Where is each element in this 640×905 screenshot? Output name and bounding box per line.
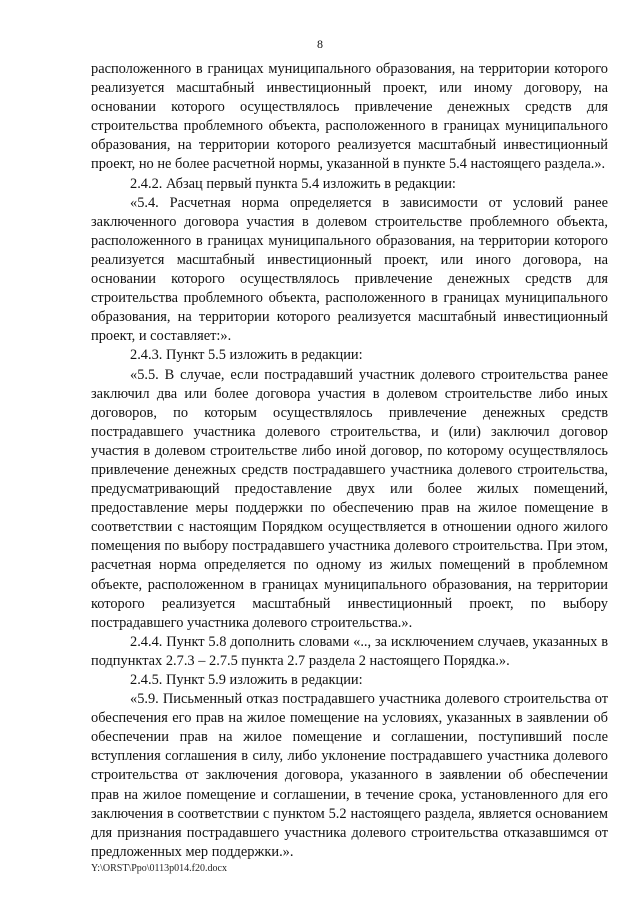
paragraph-2-4-3: 2.4.3. Пункт 5.5 изложить в редакции: bbox=[130, 347, 363, 364]
paragraph-2-4-4: 2.4.4. Пункт 5.8 дополнить словами «.., за исключением случаев, указанных в подпунктах 2.7.3 – 2.7.5 пункта 2.7 раздела 2 настоящего Порядка.». bbox=[91, 633, 608, 669]
paragraph-2-4-2: 2.4.2. Абзац первый пункта 5.4 изложить в редакции: bbox=[130, 175, 456, 192]
paragraph-clause-5-5: «5.5. В случае, если пострадавший участник долевого строительства ранее заключил два или более договора участия в долевом строительстве либо иных договоров, по которым осуществлялось привлечение денежных средств пострадавшего участника долевого строительства, и (или) заключил договор участия в долевом строительстве либо иной договор, по которому осуществлялось привлечение денежных средств пострадавшего участника долевого строительства, предусматривающий предоставление двух или более жилых помещений, предоставление меры поддержки по обеспечению прав на жилое помещение в соответствии с настоящим Порядком осуществляется в отношении одного жилого помещения по выбору пострадавшего участника долевого строительства. При этом, расчетная норма определяется по одному из жилых помещений в проблемном объекте, расположенном в границах муниципального образования, на территории которого реализуется масштабный инвестиционный проект, по выбору пострадавшего участника долевого строительства.». bbox=[91, 366, 608, 631]
paragraph-clause-5-4: «5.4. Расчетная норма определяется в зависимости от условий ранее заключенного договора участия в долевом строительстве проблемного объекта, расположенного в границах муниципального образования, на территории которого реализуется масштабный инвестиционный проект, или иного договора, на основании которого осуществлялось привлечение денежных средств для строительства проблемного объекта, расположенного в границах муниципального образования, на территории которого реализуется масштабный инвестиционный проект, и составляет:». bbox=[91, 194, 608, 345]
page-number: 8 bbox=[317, 37, 323, 51]
paragraph-continuation: расположенного в границах муниципального образования, на территории которого реализуется масштабный инвестиционный проект, или иному договору, на основании которого осуществлялось привлечение денежных средств для строительства проблемного объекта, расположенного в границах муниципального образования, на территории которого реализуется масштабный инвестиционный проект, но не более расчетной нормы, указанной в пункте 5.4 настоящего раздела.». bbox=[91, 61, 608, 173]
paragraph-clause-5-9: «5.9. Письменный отказ пострадавшего участника долевого строительства от обеспечения его прав на жилое помещение на условиях, указанных в заявлении об обеспечении прав на жилое помещение и соглашении, поступивший после вступления соглашения в силу, либо уклонение пострадавшего участника долевого строительства от заключения договора, указанного в заявлении об обеспечении прав на жилое помещение и соглашении, в течение срока, установленного для его заключения в соответствии с пунктом 5.2 настоящего раздела, является основанием для признания пострадавшего участника долевого строительства отказавшимся от предложенных мер поддержки.». bbox=[91, 691, 608, 860]
paragraph-2-4-5: 2.4.5. Пункт 5.9 изложить в редакции: bbox=[130, 672, 363, 688]
document-body bbox=[91, 60, 608, 862]
footer-file-path: Y:\ORST\Ppo\0113p014.f20.docx bbox=[91, 863, 227, 874]
